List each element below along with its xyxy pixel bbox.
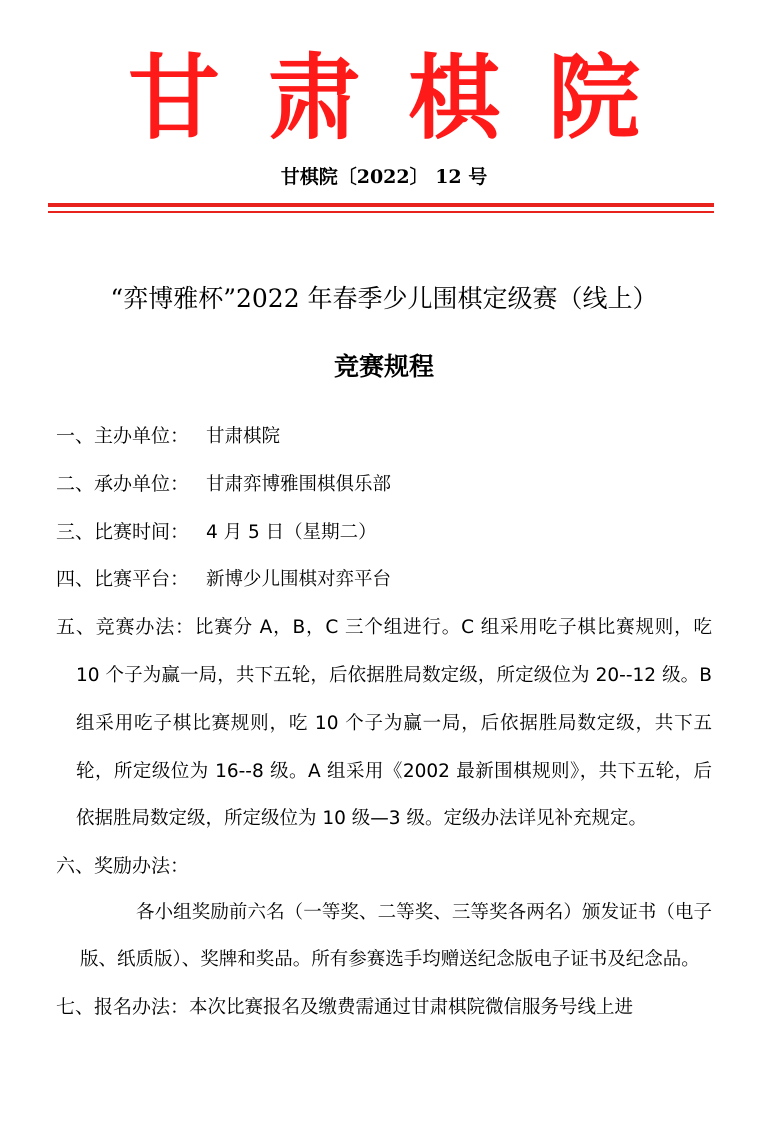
document-title: “弈博雅杯”2022 年春季少儿围棋定级赛（线上） xyxy=(110,284,658,313)
item-label: 一、主办单位： xyxy=(56,425,190,447)
item-platform xyxy=(56,556,712,604)
document-number: 甘棋院〔2022〕 12 号 xyxy=(280,166,488,188)
header-rule-thick xyxy=(48,203,714,207)
item-label: 二、承办单位： xyxy=(56,472,190,495)
document-subtitle: 竞赛规程 xyxy=(333,352,434,381)
org-title: 甘肃棋院 xyxy=(127,44,688,152)
item-match-time xyxy=(56,509,712,557)
item-value: 比赛分 A，B，C 三个组进行。C 组采用吃子棋比赛规则，吃 10 个子为赢一局，共下五轮，后依据胜局数定级，所定级位为 20--12 级。B 组采用吃子棋比赛规则，吃 10 个子为赢一局，后依据胜局数定级，共下五轮，所定级位为 16--8 级。A 组采用《2002 最新围棋规则》，共下五轮，后依据胜局数定级，所定级位为 10 级—3 级。定级办法详见补充规定。 xyxy=(76,617,712,830)
item-value: 甘肃弈博雅围棋俱乐部 xyxy=(206,473,392,495)
item-label: 六、奖励办法： xyxy=(56,855,190,878)
item-label: 三、比赛时间： xyxy=(56,520,190,543)
regulation-body xyxy=(56,413,712,1031)
item-label: 七、报名办法： xyxy=(56,995,190,1018)
item-value: 本次比赛报名及缴费需通过甘肃棋院微信服务号线上进 xyxy=(189,996,634,1018)
item-value: 4 月 5 日（星期二） xyxy=(206,521,377,543)
header-rule-thin xyxy=(48,211,714,213)
item-label: 五、竞赛办法： xyxy=(56,616,195,639)
item-registration xyxy=(56,984,712,1032)
item-co-organizer xyxy=(56,461,712,509)
item-value: 甘肃棋院 xyxy=(206,426,281,447)
item-organizer xyxy=(56,413,712,461)
item-awards xyxy=(56,843,712,890)
item-value: 新博少儿围棋对弈平台 xyxy=(206,569,392,591)
item-competition-method xyxy=(56,604,712,843)
awards-paragraph: 各小组奖励前六名（一等奖、二等奖、三等奖各两名）颁发证书（电子版、纸质版）、奖牌和奖品。所有参赛选手均赠送纪念版电子证书及纪念品。 xyxy=(80,901,712,970)
item-label: 四、比赛平台： xyxy=(56,568,190,591)
